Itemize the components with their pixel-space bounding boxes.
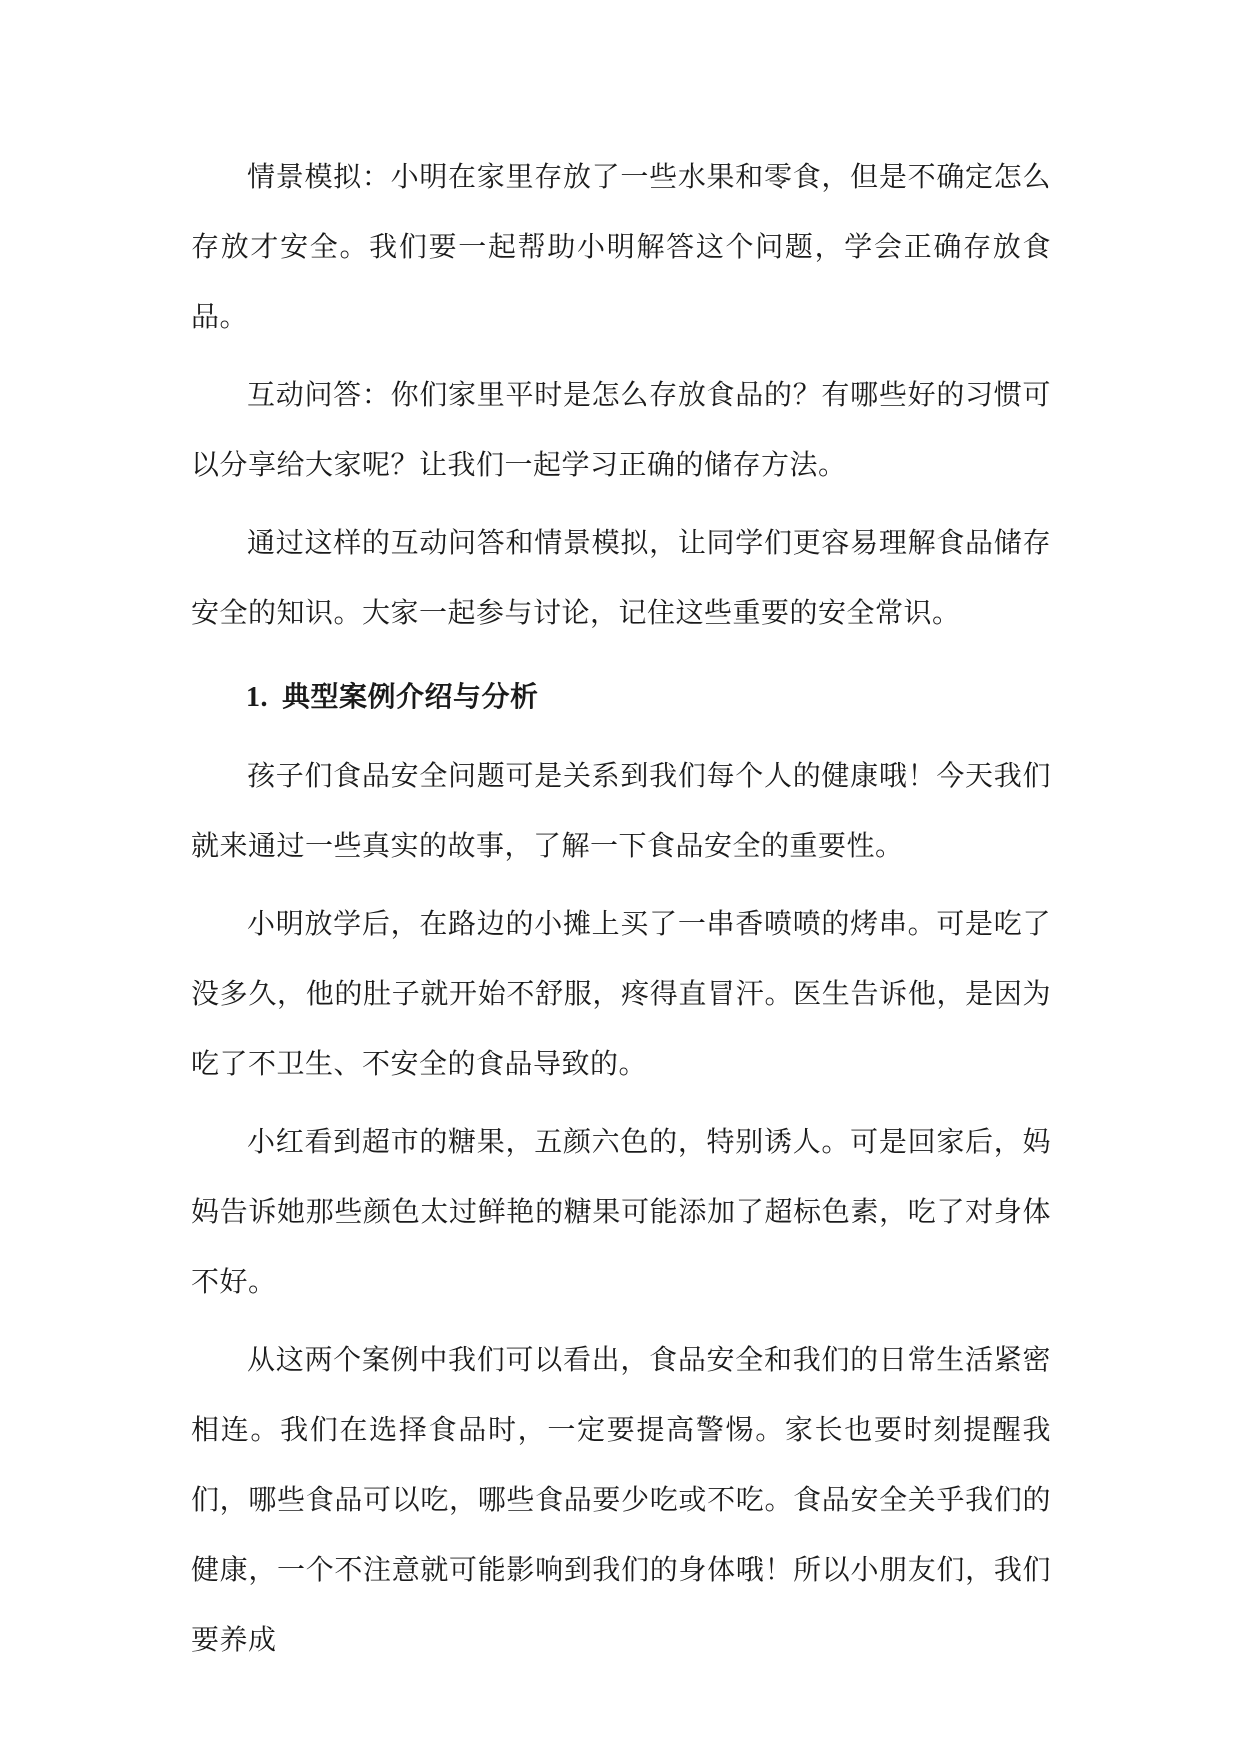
paragraph-intro: 孩子们食品安全问题可是关系到我们每个人的健康哦！今天我们就来通过一些真实的故事，了解一下食品安全的重要性。	[191, 759, 1051, 862]
paragraph-case-xiaoming: 小明放学后，在路边的小摊上买了一串香喷喷的烤串。可是吃了没多久，他的肚子就开始不舒服，疼得直冒汗。医生告诉他，是因为吃了不卫生、不安全的食品导致的。	[191, 907, 1051, 1080]
section-number: 1.	[246, 682, 268, 713]
paragraph-qa: 互动问答：你们家里平时是怎么存放食品的？有哪些好的习惯可以分享给大家呢？让我们一起学习正确的储存方法。	[191, 378, 1051, 481]
document-body	[191, 142, 1051, 1683]
section-heading	[191, 662, 1051, 733]
paragraph-conclusion: 从这两个案例中我们可以看出，食品安全和我们的日常生活紧密相连。我们在选择食品时，一定要提高警惕。家长也要时刻提醒我们，哪些食品可以吃，哪些食品要少吃或不吃。食品安全关乎我们的健康，一个不注意就可能影响到我们的身体哦！所以小朋友们，我们要养成	[191, 1343, 1051, 1656]
section-title: 典型案例介绍与分析	[282, 680, 539, 713]
paragraph-summary: 通过这样的互动问答和情景模拟，让同学们更容易理解食品储存安全的知识。大家一起参与讨论，记住这些重要的安全常识。	[191, 526, 1051, 629]
paragraph-scenario: 情景模拟：小明在家里存放了一些水果和零食，但是不确定怎么存放才安全。我们要一起帮助小明解答这个问题，学会正确存放食品。	[191, 160, 1051, 333]
paragraph-case-xiaohong: 小红看到超市的糖果，五颜六色的，特别诱人。可是回家后，妈妈告诉她那些颜色太过鲜艳的糖果可能添加了超标色素，吃了对身体不好。	[191, 1125, 1051, 1298]
